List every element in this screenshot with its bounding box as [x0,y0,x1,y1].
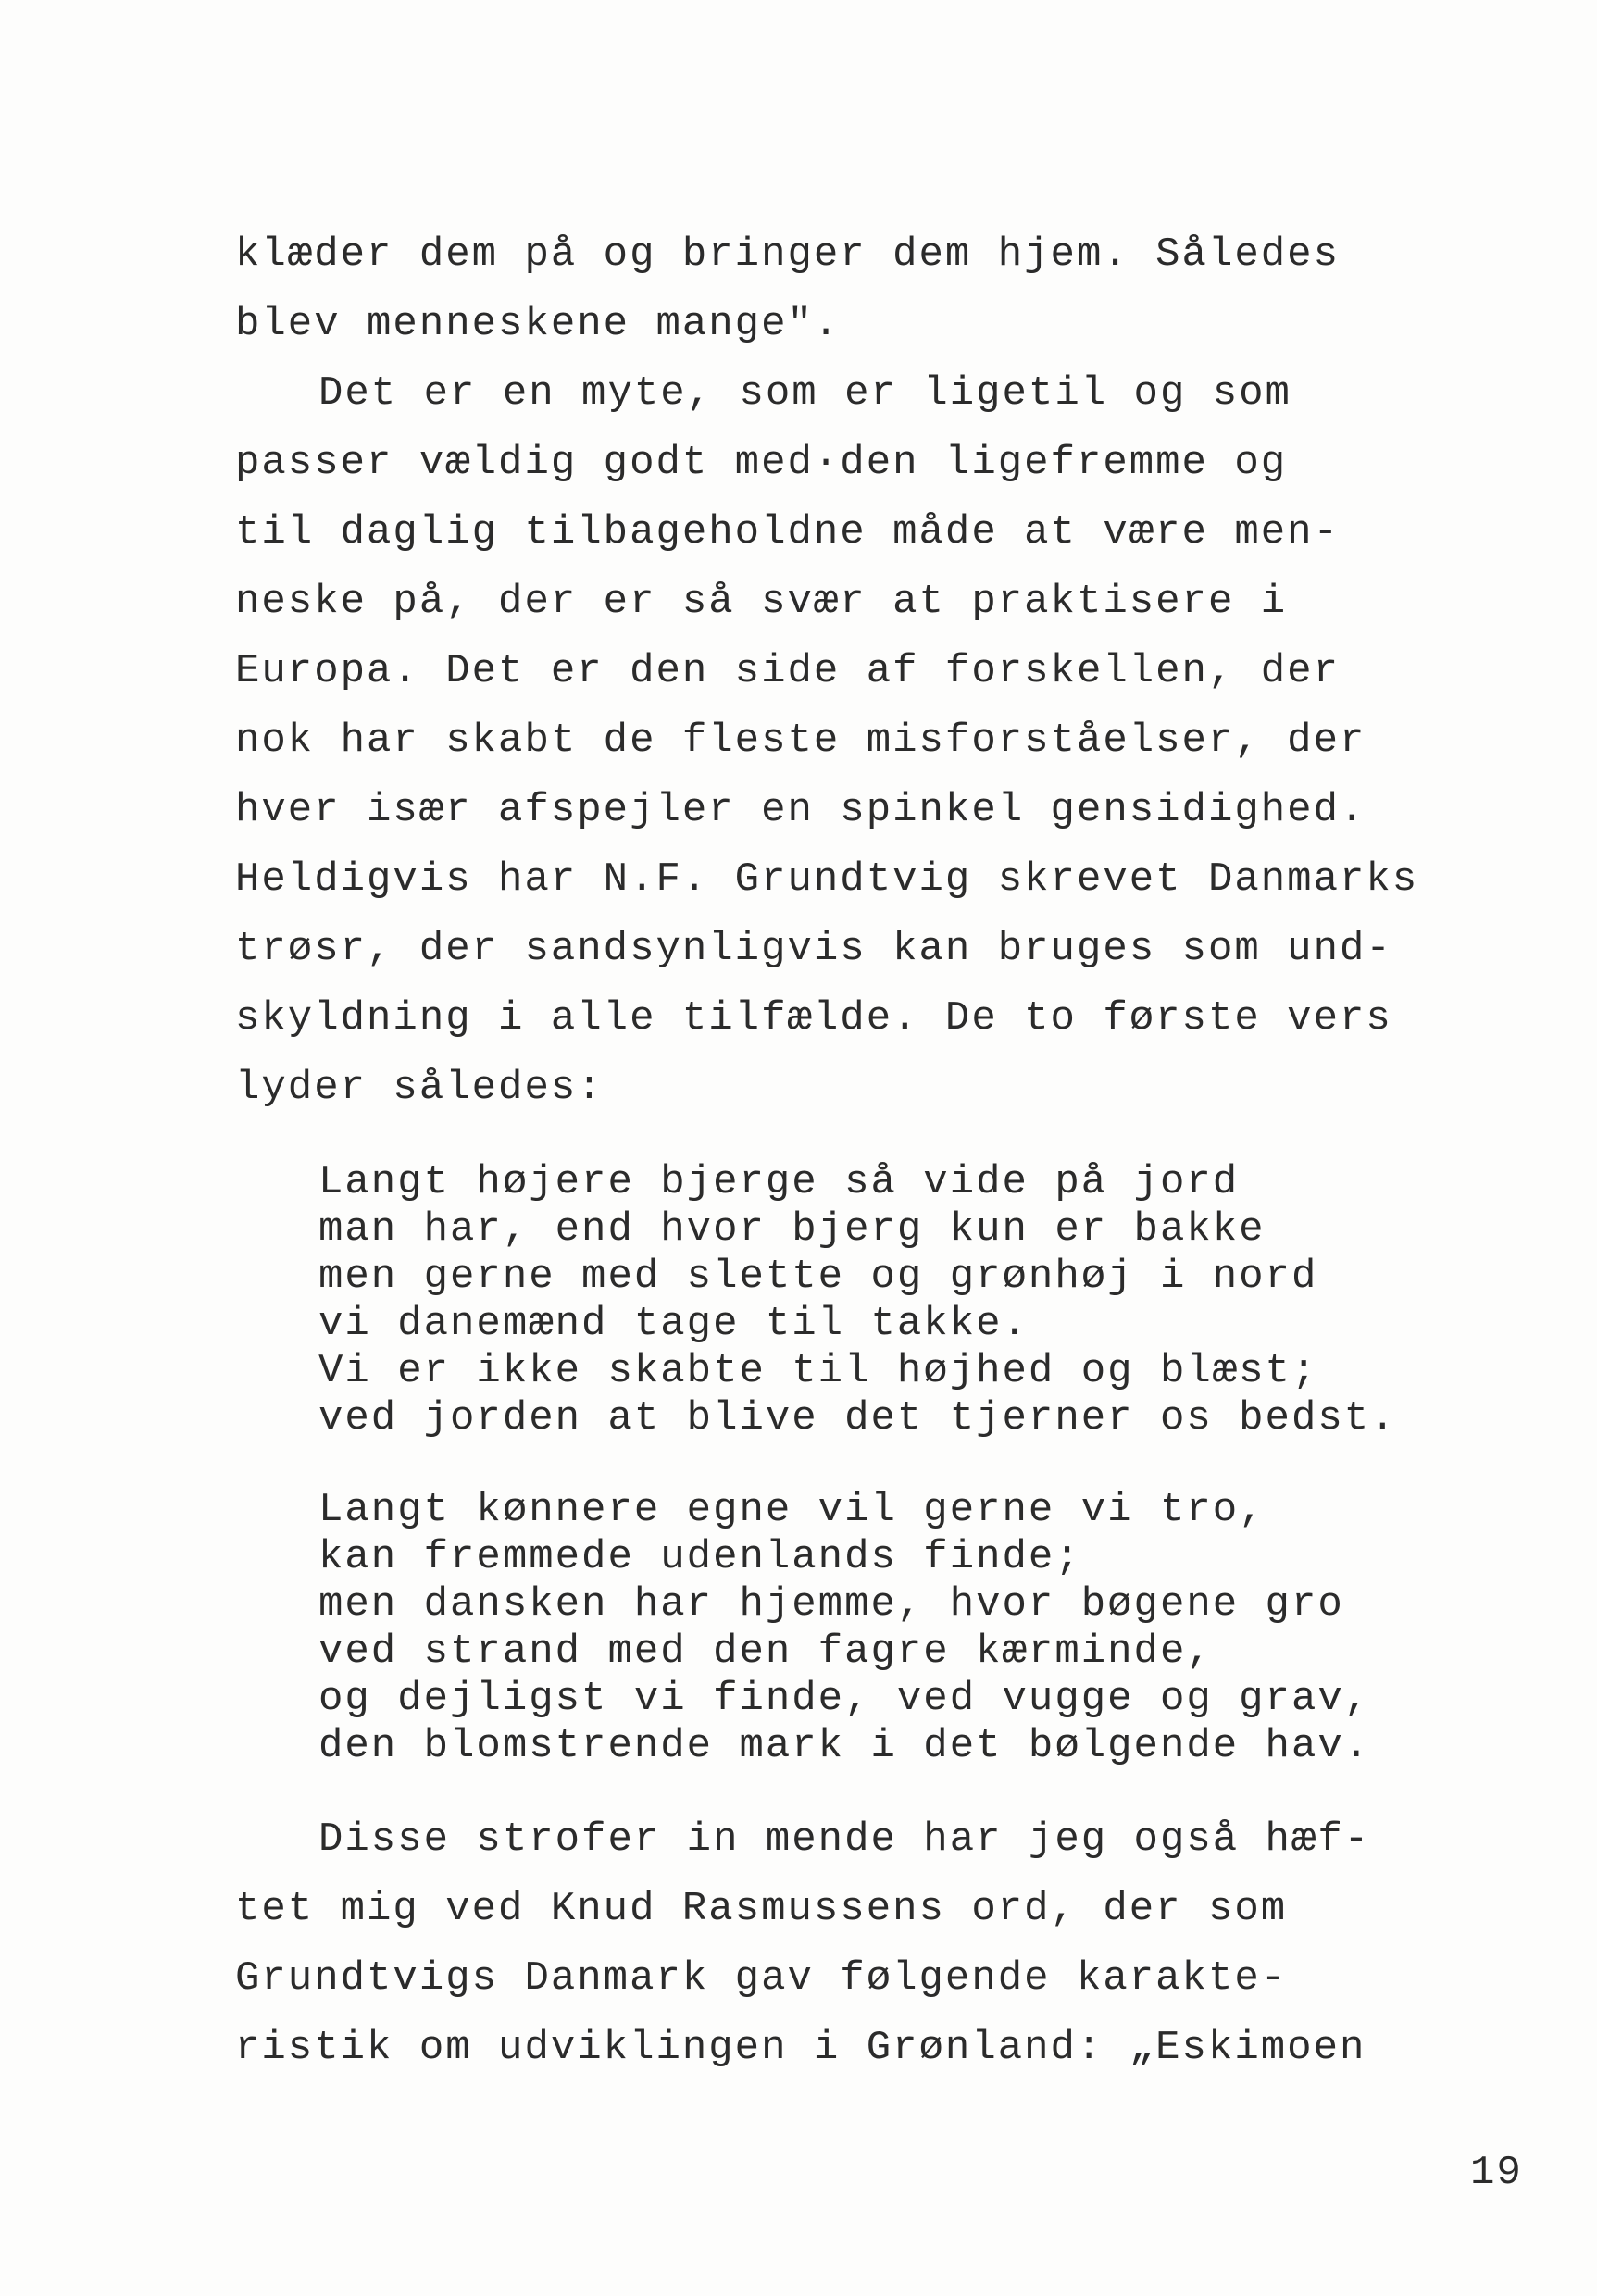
text-line: Heldigvis har N.F. Grundtvig skrevet Danmarks [235,856,1419,903]
text-line: nok har skabt de fleste misforståelser, der [235,718,1366,764]
verse-line: vi danemænd tage til takke. [318,1301,1029,1347]
text-line: Det er en myte, som er ligetil og som [318,370,1291,417]
text-line: klæder dem på og bringer dem hjem. Således [235,231,1340,278]
verse-line: kan fremmede udenlands finde; [318,1534,1081,1580]
text-line: neske på, der er så svær at praktisere i [235,579,1288,625]
text-line: tet mig ved Knud Rasmussens ord, der som [235,1886,1288,1932]
text-line: Disse strofer in mende har jeg også hæf- [318,1816,1371,1863]
verse-line: ved jorden at blive det tjerner os bedst. [318,1395,1397,1441]
verse-line: men gerne med slette og grønhøj i nord [318,1254,1318,1300]
text-line: ristik om udviklingen i Grønland: „Eskimoen [235,2025,1366,2071]
verse-line: man har, end hvor bjerg kun er bakke [318,1206,1266,1253]
text-line: lyder således: [235,1065,604,1111]
text-line: passer vældig godt med·den ligefremme og [235,440,1288,486]
text-line: hver især afspejler en spinkel gensidighed. [235,787,1366,833]
verse-line: den blomstrende mark i det bølgende hav. [318,1723,1371,1769]
verse-line: Langt kønnere egne vil gerne vi tro, [318,1487,1266,1533]
text-line: til daglig tilbageholdne måde at være men- [235,509,1340,555]
text-line: skyldning i alle tilfælde. De to første vers [235,995,1392,1042]
text-line: trøsr, der sandsynligvis kan bruges som und- [235,926,1392,972]
verse-line: men dansken har hjemme, hvor bøgene gro [318,1581,1344,1628]
verse-line: Langt højere bjerge så vide på jord [318,1159,1240,1205]
verse-line: og dejligst vi finde, ved vugge og grav, [318,1676,1371,1722]
verse-line: Vi er ikke skabte til højhed og blæst; [318,1348,1318,1394]
text-line: Europa. Det er den side af forskellen, der [235,648,1340,694]
text-line: Grundtvigs Danmark gav følgende karakte- [235,1955,1288,2002]
verse-line: ved strand med den fagre kærminde, [318,1628,1213,1675]
page-number: 19 [1470,2150,1523,2196]
text-line: blev menneskene mange". [235,301,841,347]
